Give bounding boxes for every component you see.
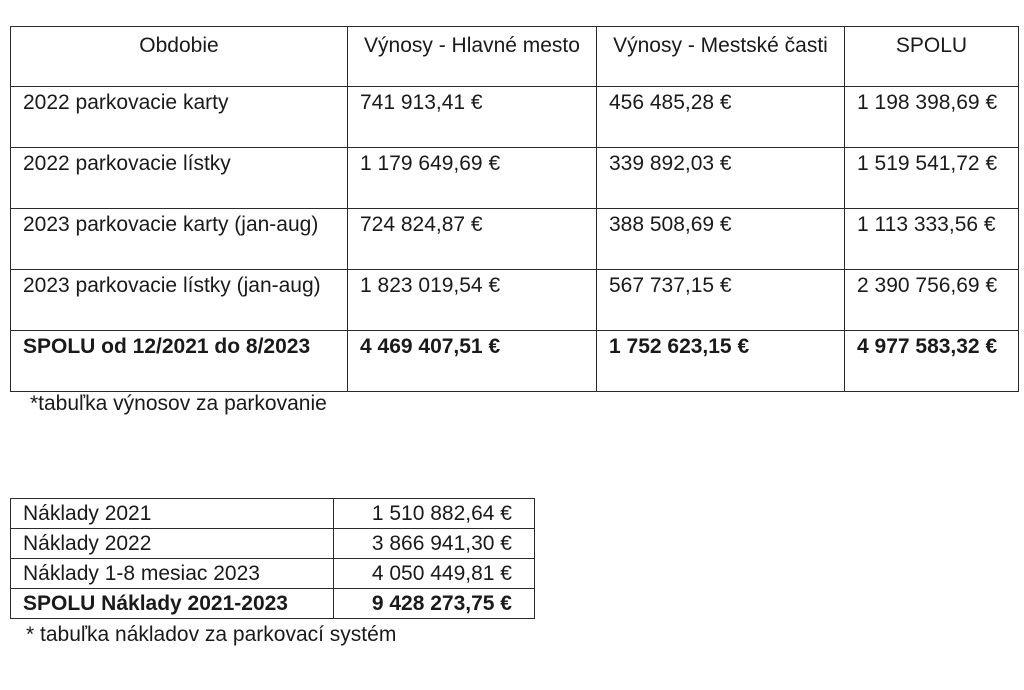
cost-amount: 3 866 941,30 € — [334, 529, 535, 559]
cost-table — [10, 498, 535, 619]
cell-revenue-city: 1 823 019,54 € — [348, 270, 597, 331]
cell-total: 1 198 398,69 € — [845, 87, 1019, 148]
header-total: SPOLU — [845, 27, 1019, 87]
table-row — [11, 87, 1019, 148]
cell-total: 2 390 756,69 € — [845, 270, 1019, 331]
cell-revenue-districts: 339 892,03 € — [597, 148, 845, 209]
cost-label: Náklady 2021 — [11, 499, 334, 529]
cell-period: 2022 parkovacie karty — [11, 87, 348, 148]
cell-revenue-districts: 456 485,28 € — [597, 87, 845, 148]
header-period: Obdobie — [11, 27, 348, 87]
cell-total: 1 519 541,72 € — [845, 148, 1019, 209]
cell-revenue-city: 724 824,87 € — [348, 209, 597, 270]
total-period: SPOLU od 12/2021 do 8/2023 — [11, 331, 348, 392]
table-row — [11, 270, 1019, 331]
cost-total-row — [11, 589, 535, 619]
table-row — [11, 148, 1019, 209]
total-revenue-city: 4 469 407,51 € — [348, 331, 597, 392]
revenue-total-row — [11, 331, 1019, 392]
total-sum: 4 977 583,32 € — [845, 331, 1019, 392]
table-row — [11, 499, 535, 529]
cost-total-amount: 9 428 273,75 € — [334, 589, 535, 619]
table-row — [11, 529, 535, 559]
header-revenue-city: Výnosy - Hlavné mesto — [348, 27, 597, 87]
cost-label: Náklady 2022 — [11, 529, 334, 559]
cost-total-label: SPOLU Náklady 2021-2023 — [11, 589, 334, 619]
cost-amount: 4 050 449,81 € — [334, 559, 535, 589]
revenue-table — [10, 26, 1019, 392]
cost-label: Náklady 1-8 mesiac 2023 — [11, 559, 334, 589]
cell-period: 2022 parkovacie lístky — [11, 148, 348, 209]
cell-total: 1 113 333,56 € — [845, 209, 1019, 270]
table-row — [11, 559, 535, 589]
table-row — [11, 209, 1019, 270]
cost-amount: 1 510 882,64 € — [334, 499, 535, 529]
header-revenue-districts: Výnosy - Mestské časti — [597, 27, 845, 87]
cell-period: 2023 parkovacie lístky (jan-aug) — [11, 270, 348, 331]
revenue-table-caption: *tabuľka výnosov za parkovanie — [30, 392, 327, 415]
cell-revenue-districts: 567 737,15 € — [597, 270, 845, 331]
cell-revenue-districts: 388 508,69 € — [597, 209, 845, 270]
cost-table-caption: * tabuľka nákladov za parkovací systém — [26, 623, 397, 646]
revenue-header-row — [11, 27, 1019, 87]
cell-period: 2023 parkovacie karty (jan-aug) — [11, 209, 348, 270]
total-revenue-districts: 1 752 623,15 € — [597, 331, 845, 392]
cell-revenue-city: 1 179 649,69 € — [348, 148, 597, 209]
cell-revenue-city: 741 913,41 € — [348, 87, 597, 148]
